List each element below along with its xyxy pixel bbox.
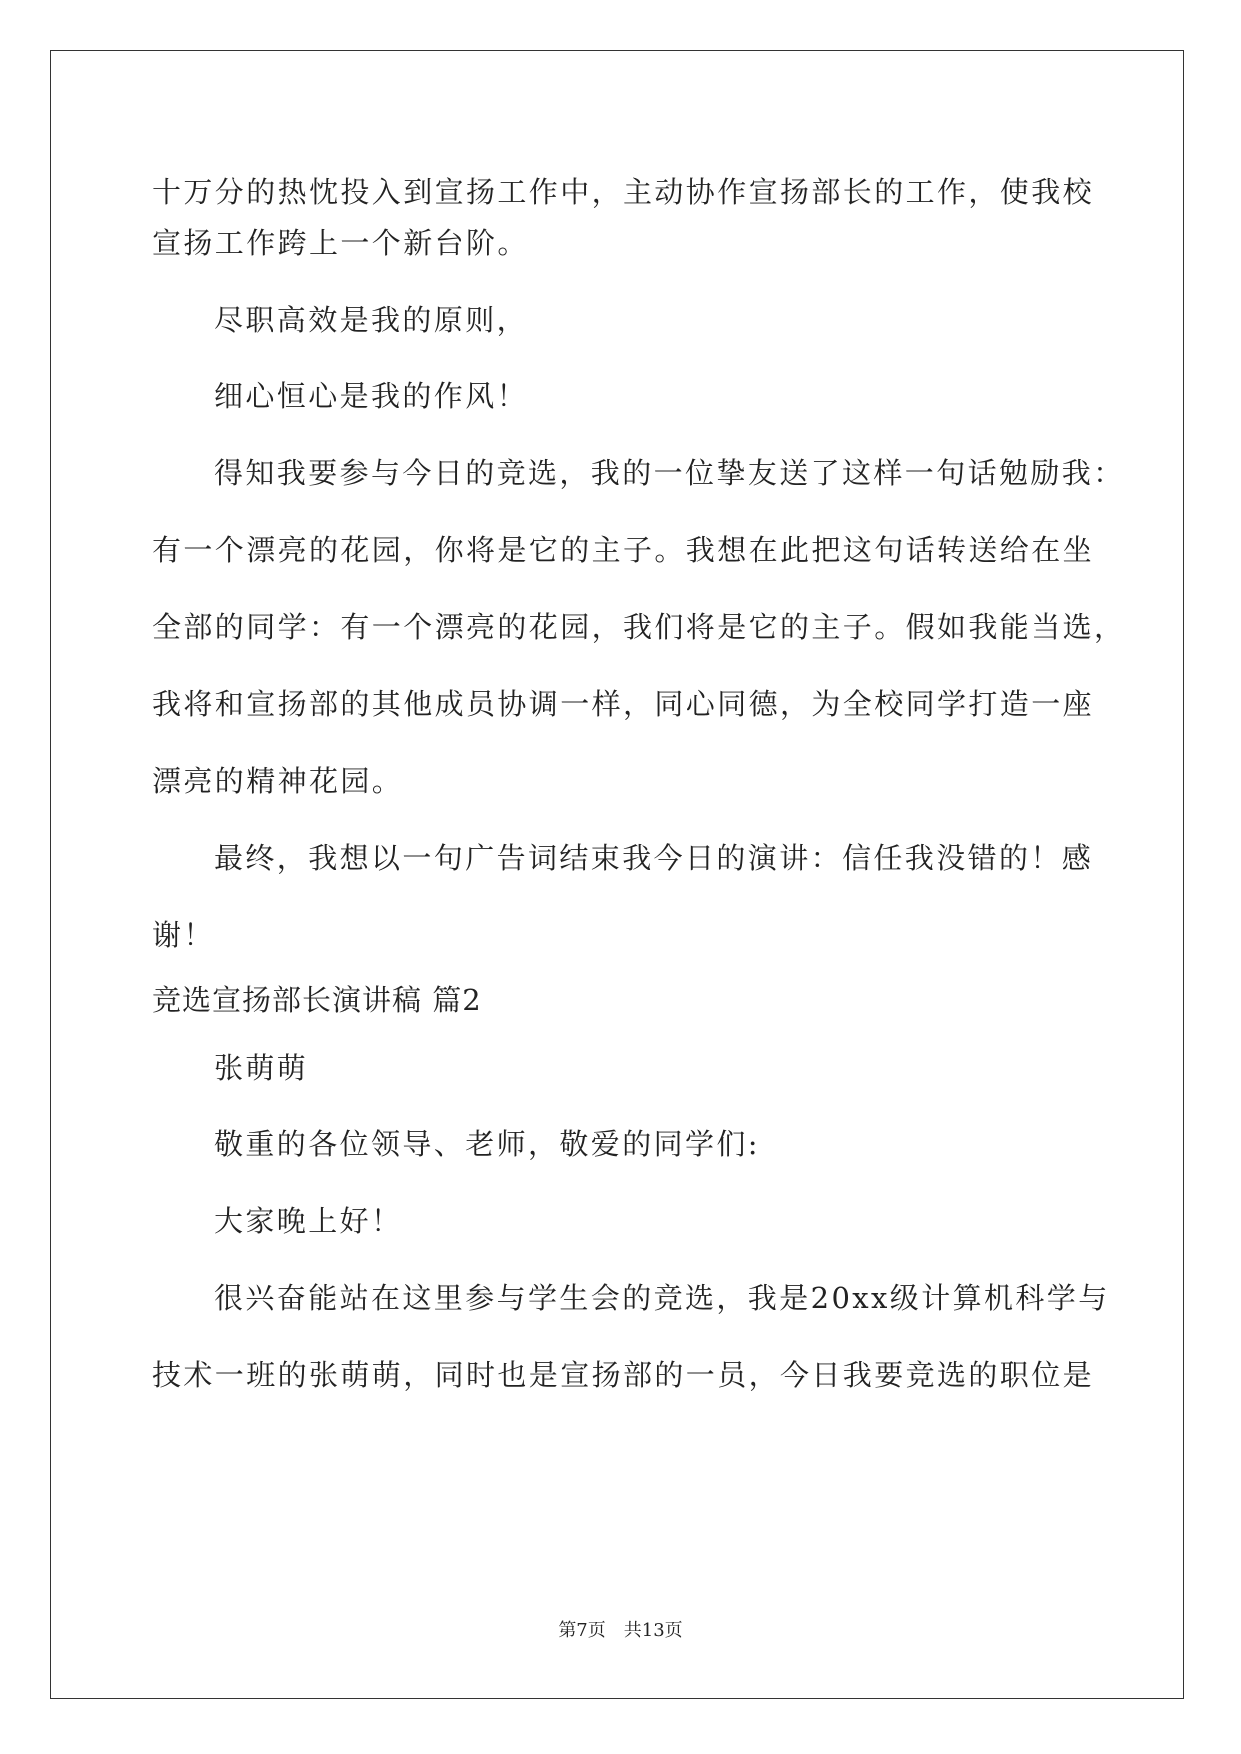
paragraph-line: 我将和宣扬部的其他成员协调一样，同心同德，为全校同学打造一座 (152, 687, 1095, 721)
page-footer (0, 1619, 1241, 1643)
paragraph-line: 谢！ (152, 918, 215, 952)
paragraph-line: 漂亮的精神花园。 (152, 764, 404, 798)
salutation: 敬重的各位领导、老师，敬爱的同学们: (214, 1127, 760, 1161)
greeting: 大家晚上好！ (214, 1204, 403, 1238)
section-heading: 竞选宣扬部长演讲稿 篇2 (152, 983, 482, 1017)
paragraph-line: 得知我要参与今日的竞选，我的一位挚友送了这样一句话勉励我： (214, 456, 1125, 490)
paragraph-line: 细心恒心是我的作风！ (214, 379, 529, 413)
paragraph-line: 有一个漂亮的花园，你将是它的主子。我想在此把这句话转送给在坐 (152, 533, 1095, 567)
paragraph-line: 宣扬工作跨上一个新台阶。 (152, 226, 529, 260)
page-number: 第7页 (558, 1620, 606, 1641)
paragraph-line: 十万分的热忱投入到宣扬工作中，主动协作宣扬部长的工作，使我校 (152, 175, 1095, 209)
paragraph-line: 尽职高效是我的原则， (214, 303, 529, 337)
author-name: 张萌萌 (214, 1051, 309, 1085)
page-total: 共13页 (623, 1620, 683, 1641)
paragraph-line: 全部的同学：有一个漂亮的花园，我们将是它的主子。假如我能当选， (152, 610, 1126, 644)
paragraph-line: 很兴奋能站在这里参与学生会的竞选，我是20xx级计算机科学与 (214, 1281, 1110, 1315)
paragraph-line: 最终，我想以一句广告词结束我今日的演讲：信任我没错的！感 (214, 841, 1094, 875)
paragraph-line: 技术一班的张萌萌，同时也是宣扬部的一员，今日我要竞选的职位是 (152, 1358, 1095, 1392)
